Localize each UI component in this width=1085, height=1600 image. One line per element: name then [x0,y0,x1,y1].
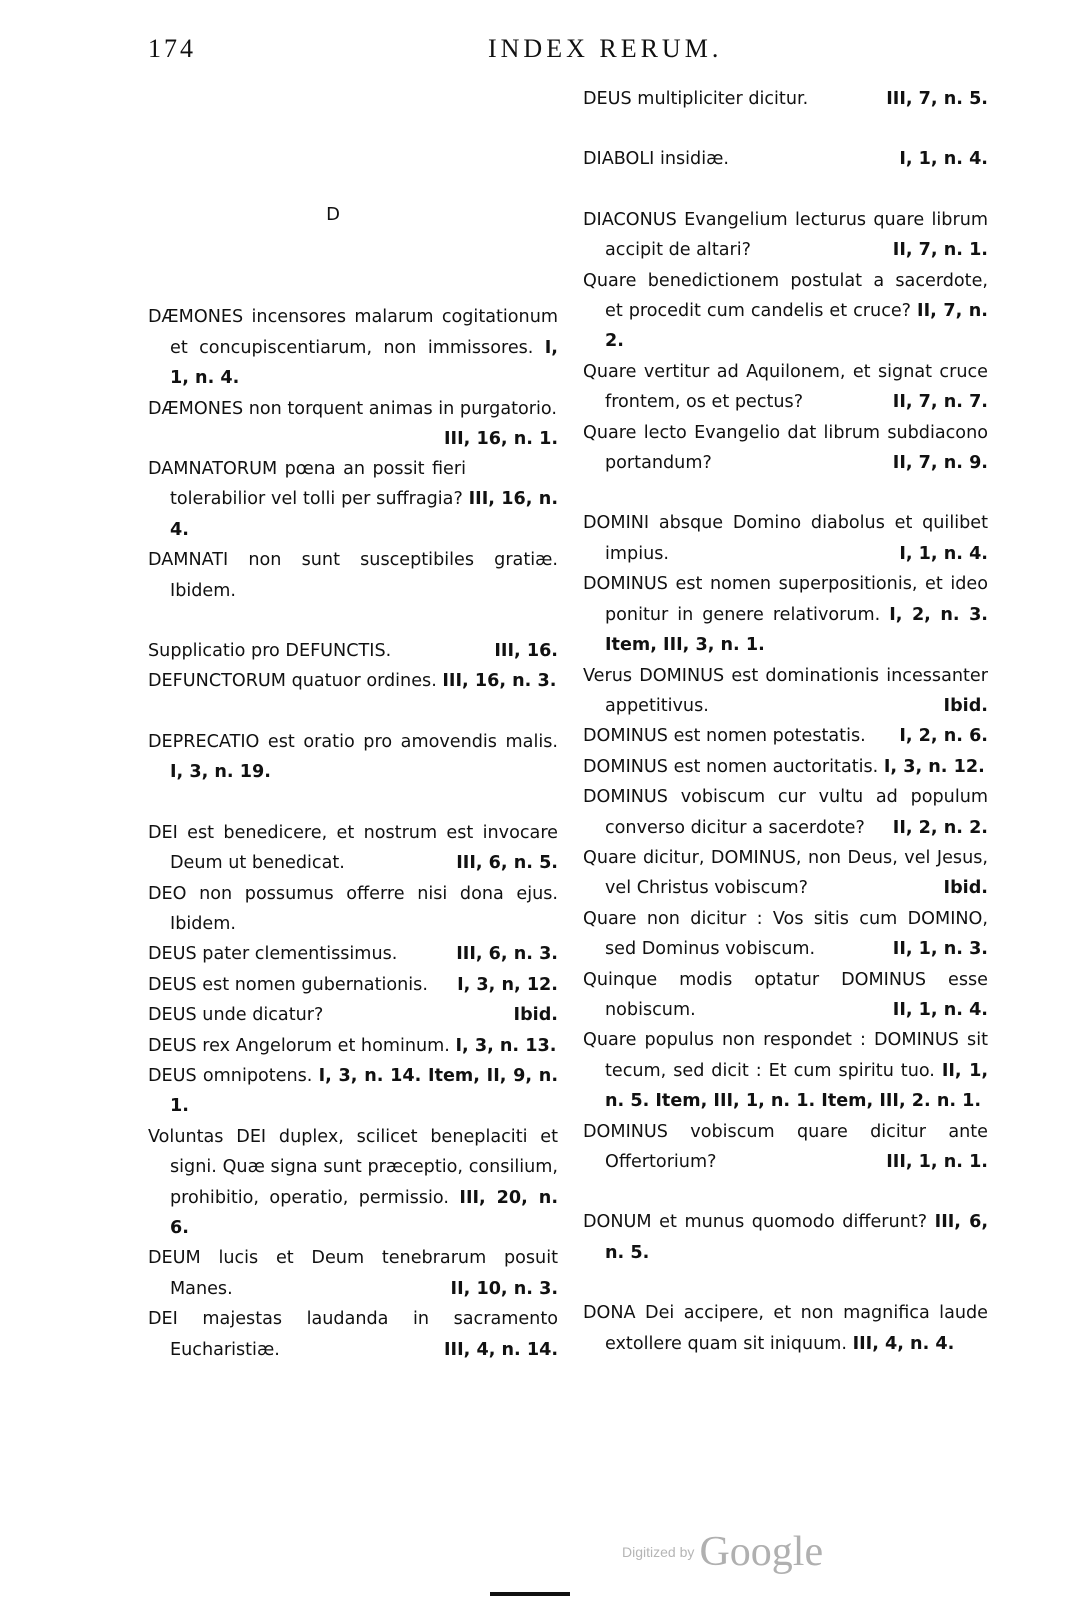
entry-ref: Ibid. [943,878,988,899]
entry-text: DÆMONES non torquent animas in purgatorio. [148,398,557,419]
index-entry [583,508,988,569]
entry-ref: I, 2, n. 6. [899,726,988,747]
entry-ref: III, 1, n. 1. [886,1152,988,1172]
index-entry [583,843,988,904]
entry-text: DOMINI absque Domino diabolus et quilibet impius. [583,513,988,564]
entry-ref: II, 10, n. 3. [450,1278,558,1299]
index-entry [148,970,558,1000]
entry-text: Quare benedictionem postulat a sacerdote, et procedit cum candelis et cruce? [583,270,988,322]
entry-ref: II, 1, n. 5. Item, III, 1, n. 1. Item, III, 2. n. 1. [605,1060,988,1112]
index-entry [583,904,988,965]
index-entry [148,939,558,969]
entry-text: DEPRECATIO est oratio pro amovendis malis. [148,731,558,752]
entry-text: DÆMONES incensores malarum cogitationum et concupiscentiarum, non immissores. [148,307,558,358]
entry-ref: III, 7, n. 5. [886,89,988,109]
entry-text: Quare non dicitur : Vos sitis cum DOMINO, sed Dominus vobiscum. [583,908,988,960]
entry-ref: Ibidem. [170,913,236,934]
index-entry [583,569,988,660]
entry-text: DONA Dei accipere, et non magnifica laude extollere quam sit iniquum. [583,1303,988,1354]
index-entry [148,879,558,940]
entry-ref: II, 7, n. 1. [892,240,988,261]
index-entry [583,357,988,418]
running-head: INDEX RERUM. [488,34,723,63]
entry-ref: III, 4, n. 4. [852,1333,955,1354]
entry-ref: III, 16, n. 4. [170,489,558,540]
entry-ref: III, 16, n. 1. [444,429,558,450]
index-entry [583,1117,988,1178]
index-entry [148,454,558,545]
entry-ref: II, 7, n. 7. [892,392,988,413]
index-entry [148,302,558,393]
entry-text: DEUS multipliciter dicitur. [583,89,809,109]
index-entry [148,666,558,696]
entry-ref: II, 2, n. 2. [892,817,988,838]
entry-ref: I, 3, n. 12. [883,756,985,777]
section-letter: D [326,204,340,225]
entry-ref: III, 6, n. 5. [456,853,558,874]
index-entry [148,1031,558,1061]
entry-ref: I, 3, n, 12. [457,974,558,995]
entry-text: DOMINUS vobiscum cur vultu ad populum converso dicitur a sacerdote? [583,787,988,838]
entry-ref: III, 20, n. 6. [170,1187,559,1238]
index-entry [583,782,988,843]
index-entry [148,727,558,788]
entry-ref: III, 4, n. 14. [444,1339,558,1360]
entry-text: DOMINUS est nomen potestatis. [583,726,866,747]
entry-text: Quare lecto Evangelio dat librum subdiacono portandum? [583,422,988,474]
index-entry [583,1025,988,1116]
entry-text: DEUS pater clementissimus. [148,944,398,965]
entry-text: DEUS unde dicatur? [148,1005,324,1026]
index-entry [148,636,558,666]
entry-text: DEUS est nomen gubernationis. [148,974,428,995]
right-column [583,84,988,1359]
entry-text: DIACONUS Evangelium lecturus quare librum accipit de altari? [583,209,988,261]
entry-ref: III, 6, n. 5. [605,1212,989,1263]
left-column [148,84,558,1365]
entry-ref: I, 3, n. 14. Item, II, 9, n. 1. [170,1065,558,1117]
page-header [148,34,988,74]
index-entry [583,752,988,782]
index-entry [148,545,558,606]
entry-text: Quinque modis optatur DOMINUS esse nobiscum. [583,969,988,1020]
index-entry [583,205,988,266]
index-entry [583,1298,988,1359]
index-entry [148,1243,558,1304]
entry-text: Quare dicitur, DOMINUS, non Deus, vel Jesus, vel Christus vobiscum? [583,847,988,899]
index-entry [148,1000,558,1030]
entry-text: DIABOLI insidiæ. [583,149,729,170]
entry-text: DOMINUS est nomen auctoritatis. [583,756,879,777]
google-logo: Google [699,1529,824,1575]
page-number: 174 [148,34,196,63]
entry-text: DEUS omnipotens. [148,1065,313,1086]
entry-text: Quare populus non respondet : DOMINUS sit tecum, sed dicit : Et cum spiritu tuo. [583,1030,988,1081]
entry-ref: I, 3, n. 13. [455,1035,557,1056]
index-entry [583,418,988,479]
entry-ref: II, 7, n. 9. [892,453,988,474]
entry-ref: I, 1, n. 4. [899,543,988,564]
entry-text: Verus DOMINUS est dominationis incessanter appetitivus. [583,665,988,716]
entry-text: DOMINUS vobiscum quare dicitur ante Offertorium? [583,1121,988,1172]
index-entry [583,661,988,722]
entry-text: DEI est benedicere, et nostrum est invocare Deum ut benedicat. [148,822,558,874]
index-entry [583,965,988,1026]
entry-ref: II, 7, n. 2. [605,301,988,352]
entry-text: DEUM lucis et Deum tenebrarum posuit Manes. [148,1248,558,1299]
entry-text: DAMNATORUM pœna an possit fieri tolerabilior vel tolli per suffragia? [148,459,466,510]
entry-ref: I, 3, n. 19. [170,762,271,783]
index-entry [583,721,988,751]
entry-text: Supplicatio pro DEFUNCTIS. [148,641,392,662]
entry-text: Quare vertitur ad Aquilonem, et signat cruce frontem, os et pectus? [583,361,988,413]
index-entry [148,1304,558,1365]
index-entry [148,1061,558,1122]
entry-text: DEI majestas laudanda in sacramento Eucharistiæ. [148,1309,558,1360]
entry-ref: Ibid. [943,695,988,716]
entry-ref: III, 16, n. 3. [442,671,557,692]
index-entry [583,1207,988,1268]
entry-ref: III, 6, n. 3. [456,944,558,965]
entry-text: DAMNATI non sunt susceptibiles gratiæ. [148,550,558,571]
digitized-label: Digitized by [622,1544,695,1560]
index-entry [583,144,988,174]
entry-text: DEO non possumus offerre nisi dona ejus. [148,883,558,904]
index-entry [148,818,558,879]
entry-ref: I, 2, n. 3. Item, III, 3, n. 1. [605,604,988,656]
digitized-watermark [622,1528,823,1578]
entry-text: DEFUNCTORUM quatuor ordines. [148,671,437,692]
entry-ref: II, 1, n. 3. [892,939,988,960]
entry-ref: Ibidem. [170,580,236,601]
entry-ref: Ibid. [513,1005,558,1026]
index-entry [583,266,988,357]
entry-text: DONUM et munus quomodo differunt? [583,1212,928,1233]
index-entry [148,1122,558,1244]
bottom-rule [490,1592,570,1596]
index-entry [583,84,988,114]
entry-ref: I, 1, n. 4. [170,337,558,389]
entry-ref: I, 1, n. 4. [899,149,988,170]
entry-ref: III, 16. [494,641,558,662]
entry-text: Voluntas DEI duplex, scilicet beneplaciti et signi. Quæ signa sunt præceptio, consilium, prohibitio, operatio, permissio. [148,1126,558,1208]
index-entry [148,394,558,450]
entry-text: DEUS rex Angelorum et hominum. [148,1035,450,1056]
entry-text: DOMINUS est nomen superpositionis, et ideo ponitur in genere relativorum. [583,574,988,625]
entry-ref: II, 1, n. 4. [892,999,988,1020]
